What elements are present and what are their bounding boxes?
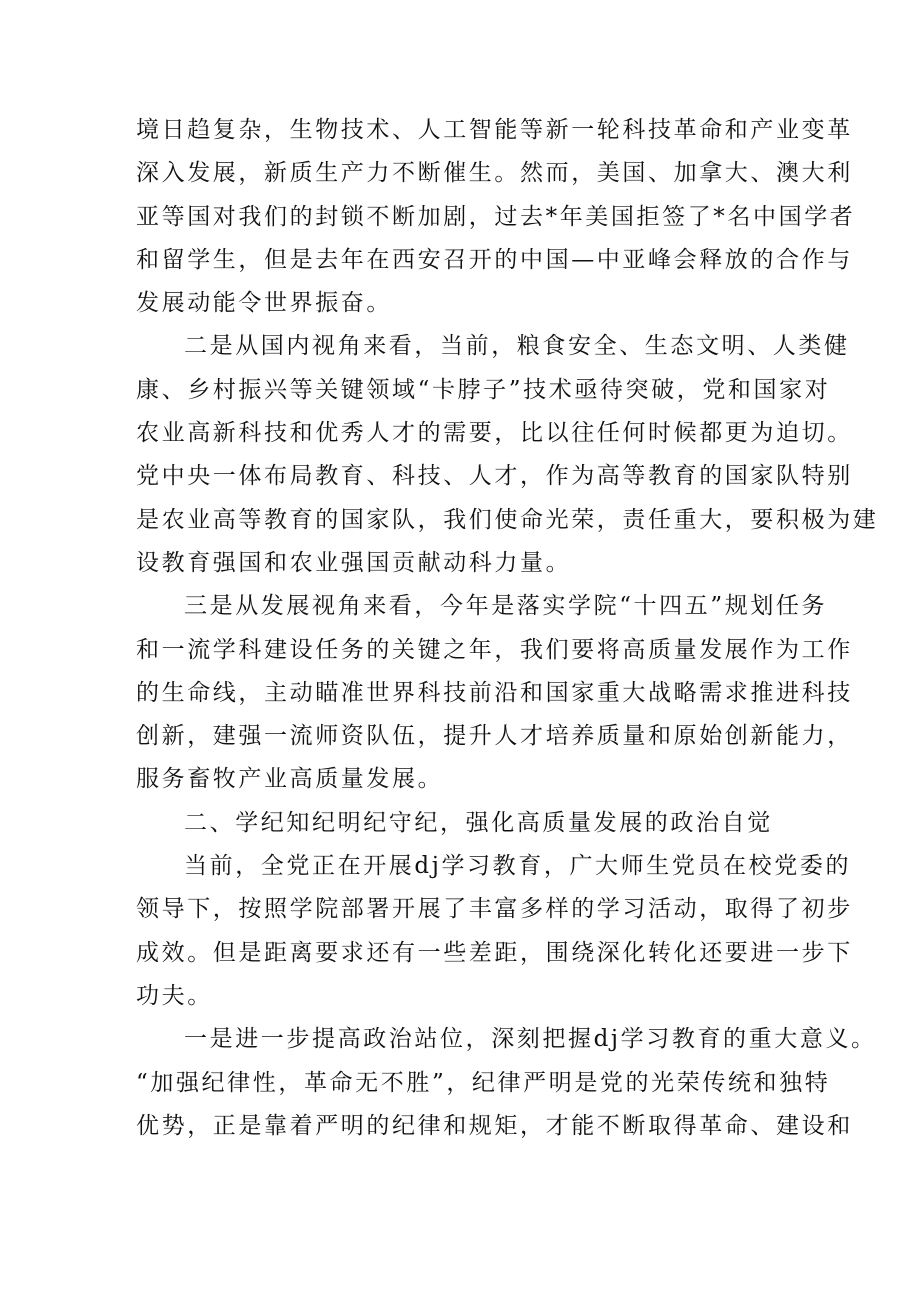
text-line: 康、乡村振兴等关键领域“卡脖子”技术亟待突破，党和国家对 xyxy=(136,376,831,403)
text-line: 创新，建强一流师资队伍，提升人才培养质量和原始创新能力， xyxy=(136,723,853,750)
text-line: 成效。但是距离要求还有一些差距，围绕深化转化还要进一步下 xyxy=(136,939,853,966)
paragraph xyxy=(136,109,856,325)
text-line: 党中央一体布局教育、科技、人才，作为高等教育的国家队特别 xyxy=(136,463,853,490)
text-line: 是农业高等教育的国家队，我们使命光荣，责任重大，要积极为建 xyxy=(136,506,879,533)
text-line: 亚等国对我们的封锁不断加剧，过去*年美国拒签了*名中国学者 xyxy=(136,203,856,230)
text-line: 二是从国内视角来看，当前，粮食安全、生态文明、人类健 xyxy=(184,333,850,360)
text-line: 优势，正是靠着严明的纪律和规矩，才能不断取得革命、建设和 xyxy=(136,1112,853,1139)
text-line: 功夫。 xyxy=(136,982,213,1009)
paragraph xyxy=(136,585,853,801)
paragraph xyxy=(136,845,853,1018)
paragraph xyxy=(136,325,879,585)
paragraph xyxy=(136,1018,877,1148)
text-line: 领导下，按照学院部署开展了丰富多样的学习活动，取得了初步 xyxy=(136,896,853,923)
text-line: 二、学纪知纪明纪守纪，强化高质量发展的政治自觉 xyxy=(184,809,773,836)
document-body xyxy=(136,109,879,1148)
text-line: 设教育强国和农业强国贡献动科力量。 xyxy=(136,549,572,576)
text-line: 三是从发展视角来看，今年是落实学院“十四五”规划任务 xyxy=(184,593,828,620)
text-line: 深入发展，新质生产力不断催生。然而，美国、加拿大、澳大利 xyxy=(136,160,853,187)
text-line: 一是进一步提高政治站位，深刻把握dj学习教育的重大意义。 xyxy=(184,1026,877,1053)
text-line: 和留学生，但是去年在西安召开的中国—中亚峰会释放的合作与 xyxy=(136,246,853,273)
text-line: 的生命线，主动瞄准世界科技前沿和国家重大战略需求推进科技 xyxy=(136,679,853,706)
text-line: 发展动能令世界振奋。 xyxy=(136,290,392,317)
text-line: 服务畜牧产业高质量发展。 xyxy=(136,766,444,793)
text-line: 和一流学科建设任务的关键之年，我们要将高质量发展作为工作 xyxy=(136,636,853,663)
text-line: “加强纪律性，革命无不胜”，纪律严明是党的光荣传统和独特 xyxy=(136,1069,831,1096)
paragraph xyxy=(136,802,796,845)
text-line: 农业高新科技和优秀人才的需要，比以往任何时候都更为迫切。 xyxy=(136,420,853,447)
text-line: 当前，全党正在开展dj学习教育，广大师生党员在校党委的 xyxy=(184,853,852,880)
text-line: 境日趋复杂，生物技术、人工智能等新一轮科技革命和产业变革 xyxy=(136,117,853,143)
